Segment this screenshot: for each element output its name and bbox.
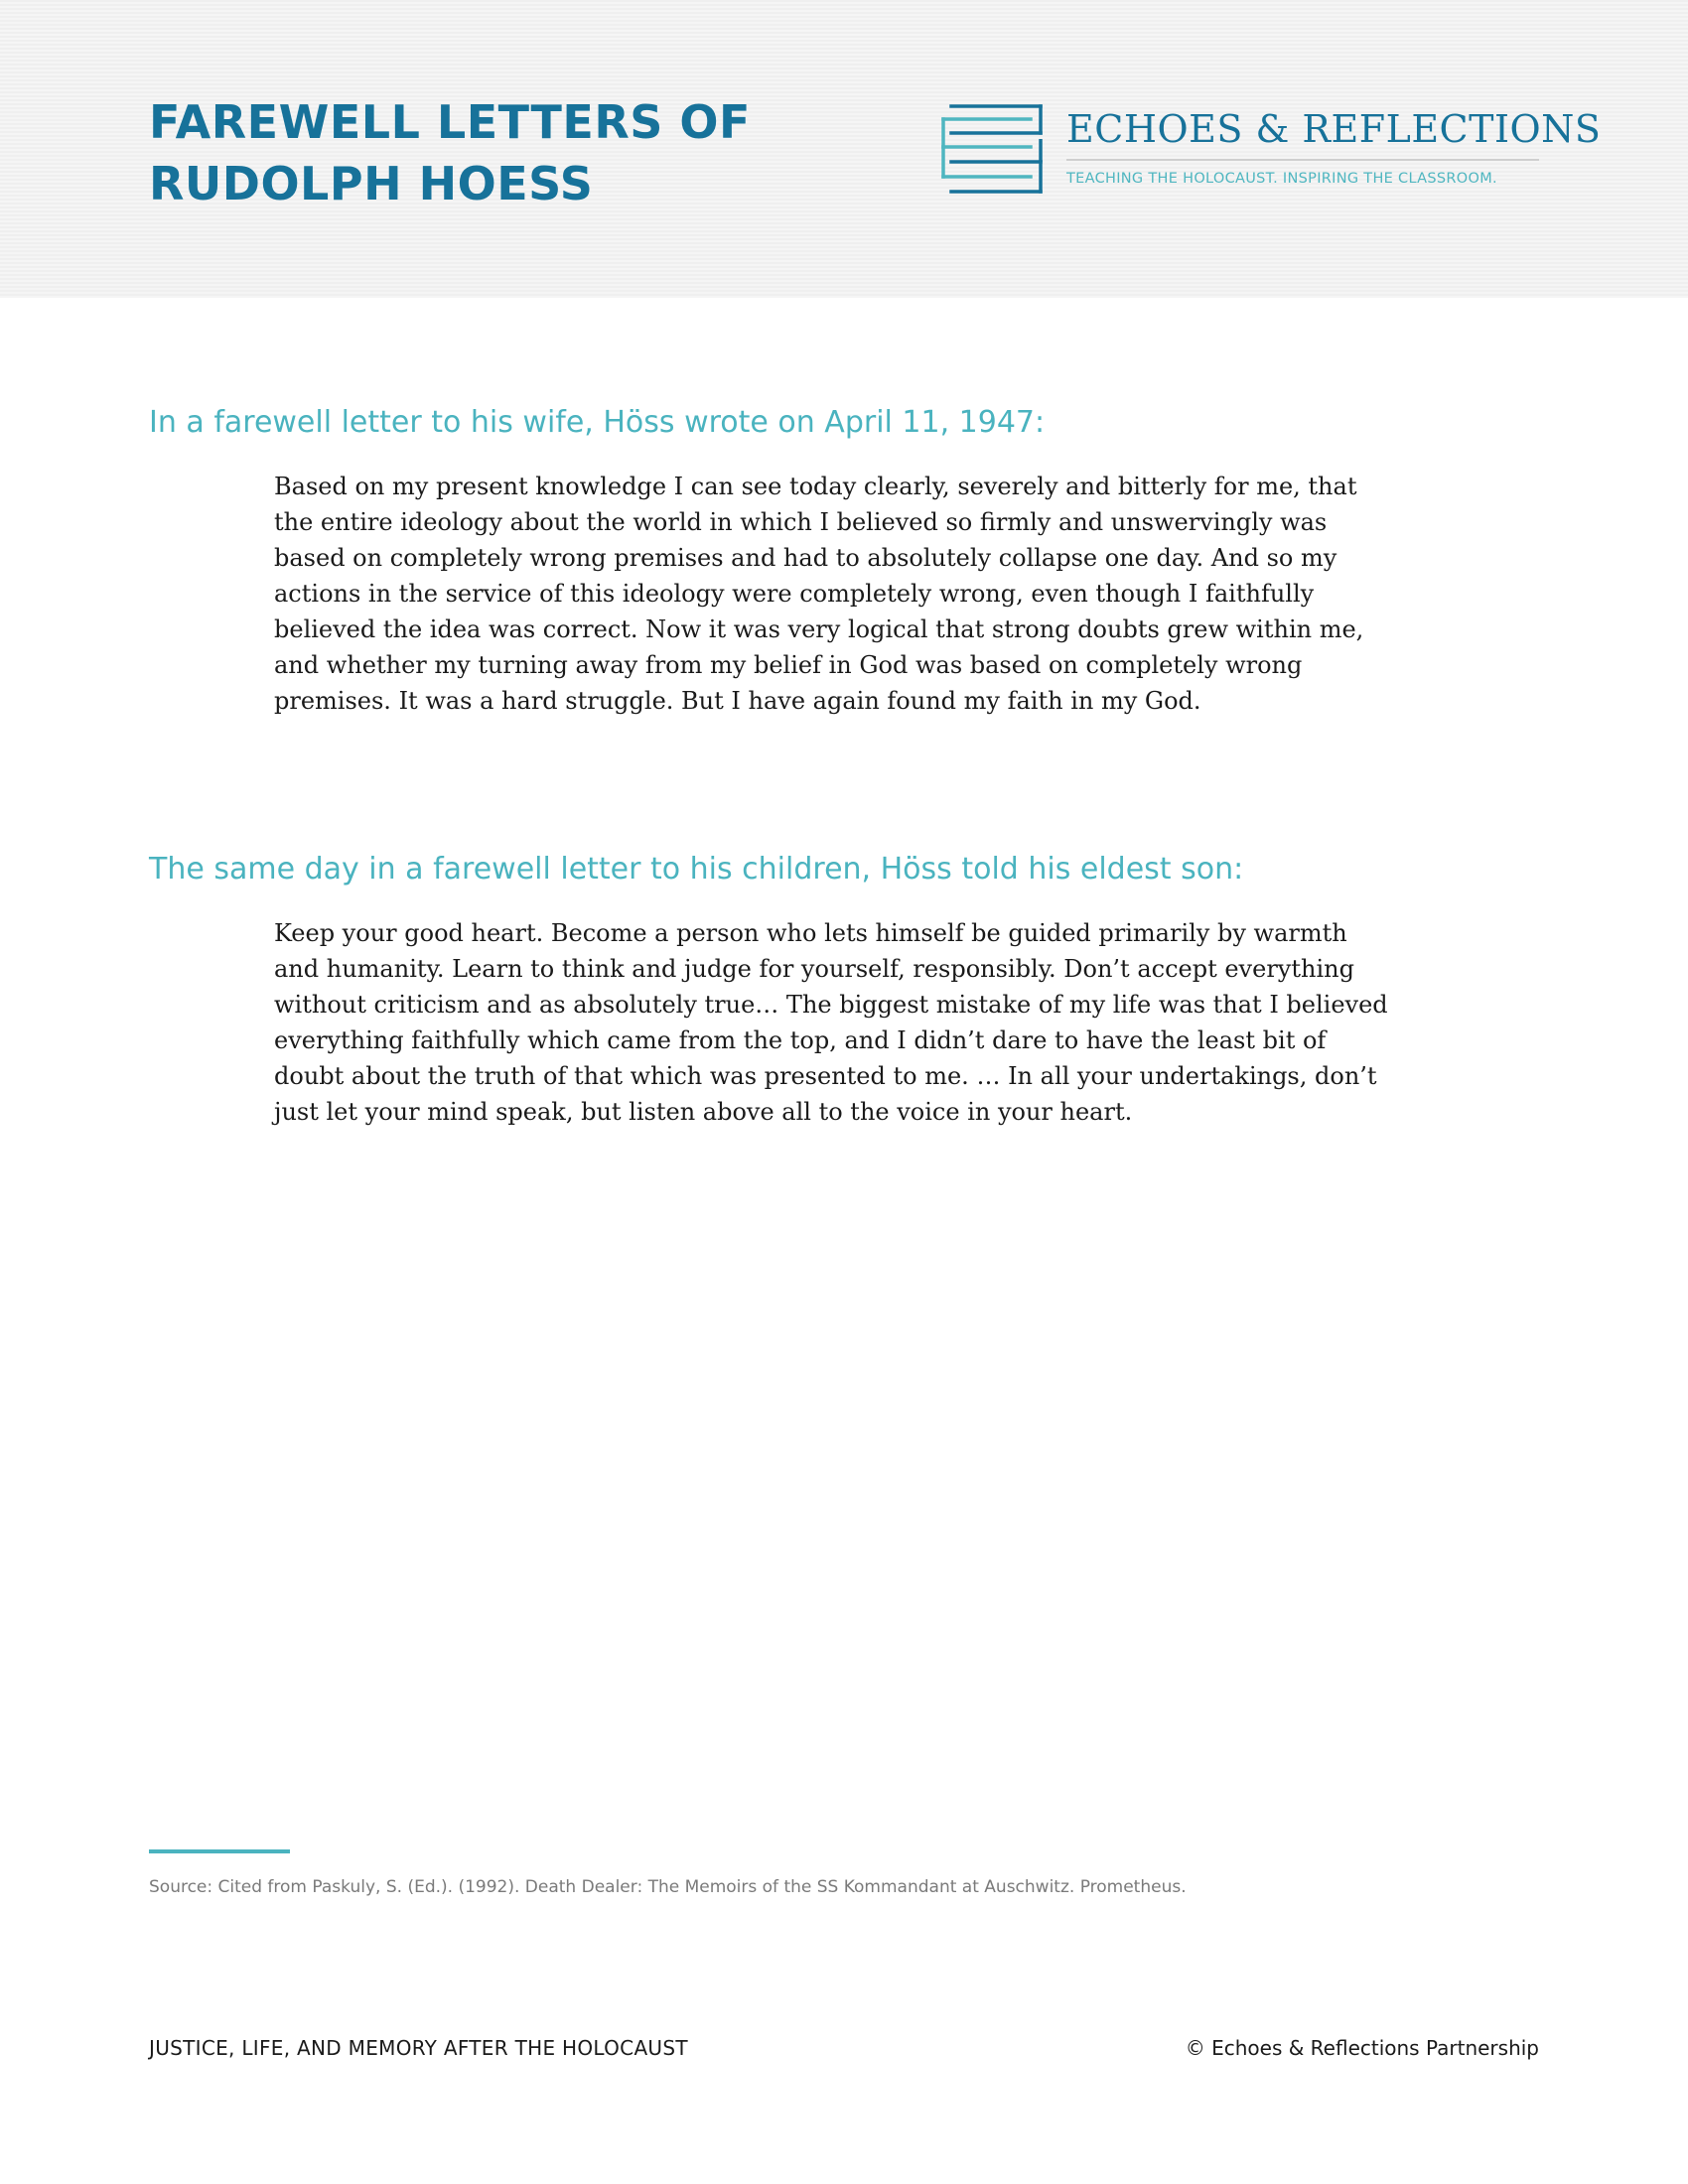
quote-line: and whether my turning away from my belief in God was based on completely wrong: [274, 651, 1303, 679]
footer-unit-title: JUSTICE, LIFE, AND MEMORY AFTER THE HOLOCAUST: [149, 2036, 688, 2060]
logo-tagline: TEACHING THE HOLOCAUST. INSPIRING THE CLASSROOM.: [1066, 171, 1497, 187]
section-heading-children-letter: The same day in a farewell letter to his children, Höss told his eldest son:: [149, 852, 1244, 887]
document-title: [149, 91, 844, 214]
title-line-1: FAREWELL LETTERS OF: [149, 95, 751, 149]
quote-line: Keep your good heart. Become a person who lets himself be guided primarily by warmth: [274, 919, 1347, 947]
source-divider: [149, 1849, 290, 1853]
source-citation: Source: Cited from Paskuly, S. (Ed.). (1992). Death Dealer: The Memoirs of the SS Kommandant at Auschwitz. Prometheus.: [149, 1877, 1187, 1897]
logo-divider: [1066, 159, 1539, 161]
section-heading-wife-letter: In a farewell letter to his wife, Höss wrote on April 11, 1947:: [149, 405, 1046, 440]
quote-children-letter: [274, 915, 1386, 1130]
quote-line: Based on my present knowledge I can see today clearly, severely and bitterly for me, that: [274, 473, 1357, 500]
quote-line: and humanity. Learn to think and judge for yourself, responsibly. Don’t accept everything: [274, 955, 1354, 983]
quote-line: doubt about the truth of that which was presented to me. … In all your undertakings, don’t: [274, 1062, 1377, 1090]
quote-line: the entire ideology about the world in which I believed so firmly and unswervingly was: [274, 508, 1328, 536]
title-line-2: RUDOLPH HOESS: [149, 157, 594, 210]
logo-wordmark: ECHOES & REFLECTIONS: [1066, 107, 1602, 151]
quote-line: based on completely wrong premises and had to absolutely collapse one day. And so my: [274, 544, 1337, 572]
layered-lines-logo-icon: [941, 103, 1043, 195]
quote-line: without criticism and as absolutely true… The biggest mistake of my life was that I believed: [274, 991, 1388, 1019]
footer-copyright: © Echoes & Reflections Partnership: [1185, 2036, 1539, 2060]
quote-line: actions in the service of this ideology were completely wrong, even though I faithfully: [274, 580, 1315, 608]
quote-line: just let your mind speak, but listen above all to the voice in your heart.: [274, 1098, 1133, 1126]
quote-line: premises. It was a hard struggle. But I have again found my faith in my God.: [274, 687, 1201, 715]
echoes-reflections-logo: [941, 103, 1602, 195]
quote-line: believed the idea was correct. Now it was very logical that strong doubts grew within me,: [274, 615, 1364, 643]
quote-wife-letter: [274, 469, 1386, 719]
quote-line: everything faithfully which came from the top, and I didn’t dare to have the least bit of: [274, 1026, 1327, 1054]
